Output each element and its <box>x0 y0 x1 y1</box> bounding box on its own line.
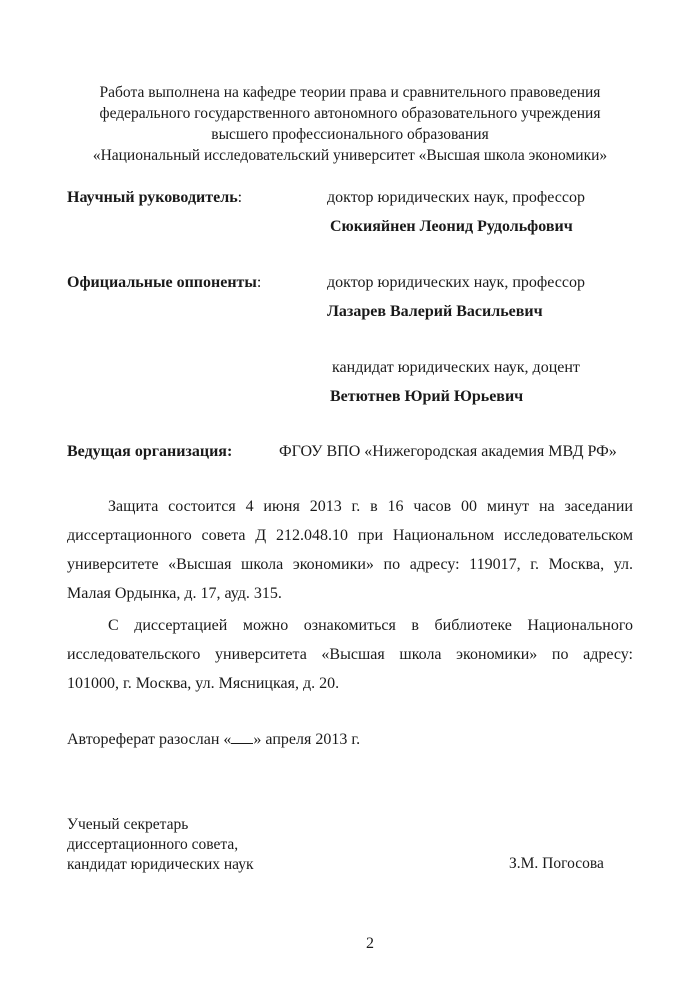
lead-org-label: Ведущая организация: <box>67 443 233 460</box>
secretary-name: З.М. Погосова <box>509 855 604 872</box>
header-line: высшего профессионального образования <box>211 126 489 143</box>
opponent-1-name: Лазарев Валерий Васильевич <box>327 303 543 320</box>
dispatch-suffix: » апреля 2013 г. <box>253 731 361 748</box>
library-line: С диссертацией можно ознакомиться в библиотеке Национального <box>108 617 633 634</box>
opponents-label: Официальные оппоненты <box>67 274 257 291</box>
defense-line: Защита состоится 4 июня 2013 г. в 16 часов 00 минут на заседании <box>108 498 633 515</box>
secretary-block <box>67 815 254 875</box>
page-number: 2 <box>366 935 374 952</box>
supervisor-name: Сюкияйнен Леонид Рудольфович <box>330 218 573 235</box>
supervisor-label-suffix: : <box>237 189 243 206</box>
defense-line: Малая Ордынка, д. 17, ауд. 315. <box>67 585 282 602</box>
header-line: «Национальный исследовательский университет «Высшая школа экономики» <box>92 147 608 164</box>
supervisor-label: Научный руководитель <box>67 189 238 206</box>
header-block <box>60 82 640 166</box>
opponent-2-degree: кандидат юридических наук, доцент <box>332 359 580 376</box>
supervisor-degree: доктор юридических наук, профессор <box>327 189 585 206</box>
secretary-line: кандидат юридических наук <box>67 856 254 873</box>
header-line: Работа выполнена на кафедре теории права и сравнительного правоведения <box>99 84 601 101</box>
opponents-label-row <box>67 274 261 292</box>
defense-line: диссертационного совета Д 212.048.10 при Национальном исследовательском <box>67 527 633 544</box>
header-line: федерального государственного автономного образовательного учреждения <box>99 105 601 122</box>
dispatch-prefix: Автореферат разослан « <box>67 731 232 748</box>
opponent-1-degree: доктор юридических наук, профессор <box>327 274 585 291</box>
secretary-line: диссертационного совета, <box>67 836 239 853</box>
supervisor-label-row <box>67 189 242 207</box>
opponent-2-name: Ветютнев Юрий Юрьевич <box>330 388 524 405</box>
date-blank <box>231 729 253 744</box>
library-line: исследовательского университета «Высшая школа экономики» по адресу: <box>67 646 633 663</box>
opponents-label-suffix: : <box>256 274 262 291</box>
defense-paragraph <box>67 492 633 608</box>
library-line: 101000, г. Москва, ул. Мясницкая, д. 20. <box>67 675 340 692</box>
dispatch-line <box>67 729 360 749</box>
lead-org-value: ФГОУ ВПО «Нижегородская академия МВД РФ» <box>279 443 617 460</box>
defense-line: университете «Высшая школа экономики» по адресу: 119017, г. Москва, ул. <box>67 556 633 573</box>
library-paragraph <box>67 611 633 698</box>
secretary-line: Ученый секретарь <box>67 816 189 833</box>
